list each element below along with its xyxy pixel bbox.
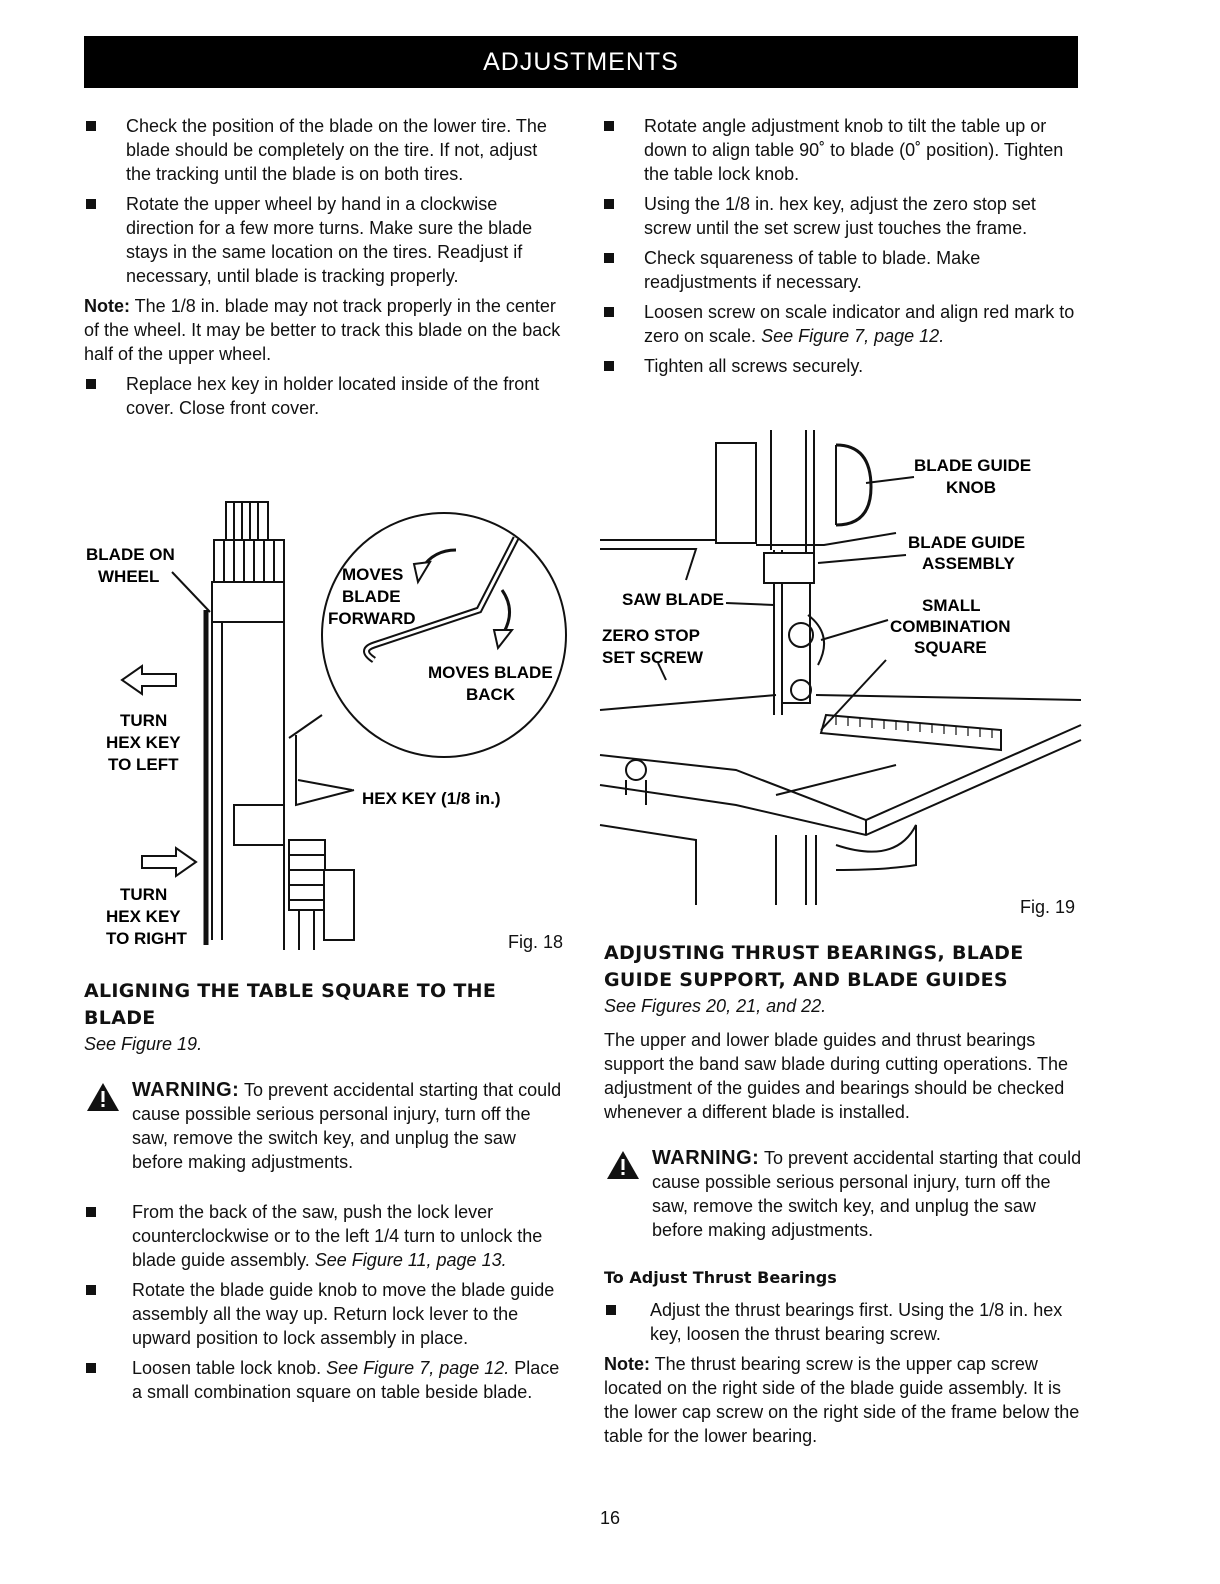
- subheading-thrust-bearings: To Adjust Thrust Bearings: [604, 1268, 837, 1287]
- label-blade-guide-assembly-2: ASSEMBLY: [922, 554, 1015, 573]
- list-item: Tighten all screws securely.: [602, 354, 1082, 378]
- label-blade-guide-assembly-1: BLADE GUIDE: [908, 533, 1026, 552]
- section-heading-thrust: ADJUSTING THRUST BEARINGS, BLADE GUIDE SUPPORT, AND BLADE GUIDES: [604, 942, 1024, 991]
- list-item: Replace hex key in holder located inside of the front cover. Close front cover.: [84, 372, 564, 420]
- list-item: Adjust the thrust bearings first. Using the 1/8 in. hex key, loosen the thrust bearing screw.: [604, 1298, 1086, 1346]
- section-header-banner: [84, 36, 1078, 88]
- list-item: Rotate angle adjustment knob to tilt the table up or down to align table 90˚ to blade (0˚ position). Tighten the table lock knob.: [602, 114, 1082, 186]
- figure-18-caption: Fig. 18: [508, 932, 564, 952]
- thrust-section: [604, 940, 1086, 1448]
- label-small: SMALL: [922, 596, 981, 615]
- label-zero-stop: ZERO STOP: [602, 626, 700, 645]
- list-item: Rotate the upper wheel by hand in a clockwise direction for a few more turns. Make sure the blade stays in the same location on the tires. Readjust if necessary, until blade is tracking properly.: [84, 192, 564, 288]
- warning-label: WARNING:: [132, 1079, 240, 1101]
- label-back: BACK: [466, 685, 516, 704]
- label-blade-guide-knob-1: BLADE GUIDE: [914, 456, 1032, 475]
- note-paragraph: Note: The 1/8 in. blade may not track properly in the center of the wheel. It may be better to track this blade on the back half of the upper wheel.: [84, 296, 561, 364]
- figure-reference: See Figure 19.: [84, 1034, 203, 1054]
- label-turn-left: TURN: [120, 711, 168, 730]
- intro-paragraph: The upper and lower blade guides and thrust bearings support the band saw blade during cutting operations. The adjustment of the guides and bearings should be checked whenever a different blade is installed.: [604, 1030, 1068, 1122]
- figure-19-illustration: [596, 425, 1086, 910]
- note-paragraph: Note: The thrust bearing screw is the upper cap screw located on the right side of the blade guide assembly. It is the lower cap screw on the right side of the frame below the table for the lower bearing.: [604, 1354, 1080, 1446]
- section-heading-aligning: ALIGNING THE TABLE SQUARE TO THE BLADE: [84, 980, 497, 1029]
- label-saw-blade: SAW BLADE: [622, 590, 724, 609]
- warning-block: WARNING: To prevent accidental starting that could cause possible serious personal injury, turn off the saw, remove the switch key, and unplug the saw before making adjustments.: [84, 1078, 564, 1174]
- label-moves-blade: MOVES BLADE: [428, 663, 553, 682]
- list-item: Check the position of the blade on the lower tire. The blade should be completely on the tire. If not, adjust the tracking until the blade is on both tires.: [84, 114, 564, 186]
- warning-label: WARNING:: [652, 1147, 760, 1169]
- label-wheel: WHEEL: [98, 567, 160, 586]
- label-turn-right: TURN: [120, 885, 168, 904]
- label-to-left: TO LEFT: [108, 755, 179, 774]
- label-blade-guide-knob-2: KNOB: [946, 478, 997, 497]
- label-set-screw: SET SCREW: [602, 648, 704, 667]
- label-to-right: TO RIGHT: [106, 929, 187, 948]
- warning-triangle-icon: [86, 1082, 120, 1112]
- list-item: Using the 1/8 in. hex key, adjust the zero stop set screw until the set screw just touches the frame.: [602, 192, 1082, 240]
- list-item: Check squareness of table to blade. Make readjustments if necessary.: [602, 246, 1082, 294]
- label-square: SQUARE: [914, 638, 987, 657]
- aligning-section: [84, 978, 564, 1410]
- right-top-text: [602, 114, 1082, 384]
- label-hexkey-left: HEX KEY: [106, 733, 181, 752]
- label-blade: BLADE: [342, 587, 401, 606]
- note-label: Note:: [604, 1354, 650, 1374]
- figure-reference: See Figures 20, 21, and 22.: [604, 996, 827, 1016]
- page-number: 16: [599, 1508, 621, 1528]
- note-label: Note:: [84, 296, 130, 316]
- list-item: From the back of the saw, push the lock lever counterclockwise or to the left 1/4 turn to unlock the blade guide assembly. See Figure 11, page 13.: [84, 1200, 564, 1272]
- page-title: ADJUSTMENTS: [483, 47, 679, 76]
- label-blade-on: BLADE ON: [86, 545, 175, 564]
- list-item: Loosen table lock knob. See Figure 7, page 12. Place a small combination square on table beside blade.: [84, 1356, 564, 1404]
- list-item: Loosen screw on scale indicator and align red mark to zero on scale. See Figure 7, page 12.: [602, 300, 1082, 348]
- label-combination: COMBINATION: [890, 617, 1011, 636]
- label-hexkey-size: HEX KEY (1/8 in.): [362, 789, 501, 808]
- list-item: Rotate the blade guide knob to move the blade guide assembly all the way up. Return lock lever to the upward position to lock assembly in place.: [84, 1278, 564, 1350]
- label-forward: FORWARD: [328, 609, 416, 628]
- label-moves: MOVES: [342, 565, 404, 584]
- warning-triangle-icon: [606, 1150, 640, 1180]
- warning-block: WARNING: To prevent accidental starting that could cause possible serious personal injury, turn off the saw, remove the switch key, and unplug the saw before making adjustments.: [604, 1146, 1086, 1242]
- figure-19-caption: Fig. 19: [1020, 897, 1076, 917]
- label-hexkey-right: HEX KEY: [106, 907, 181, 926]
- figure-18-illustration: [84, 490, 574, 960]
- left-top-text: [84, 114, 564, 426]
